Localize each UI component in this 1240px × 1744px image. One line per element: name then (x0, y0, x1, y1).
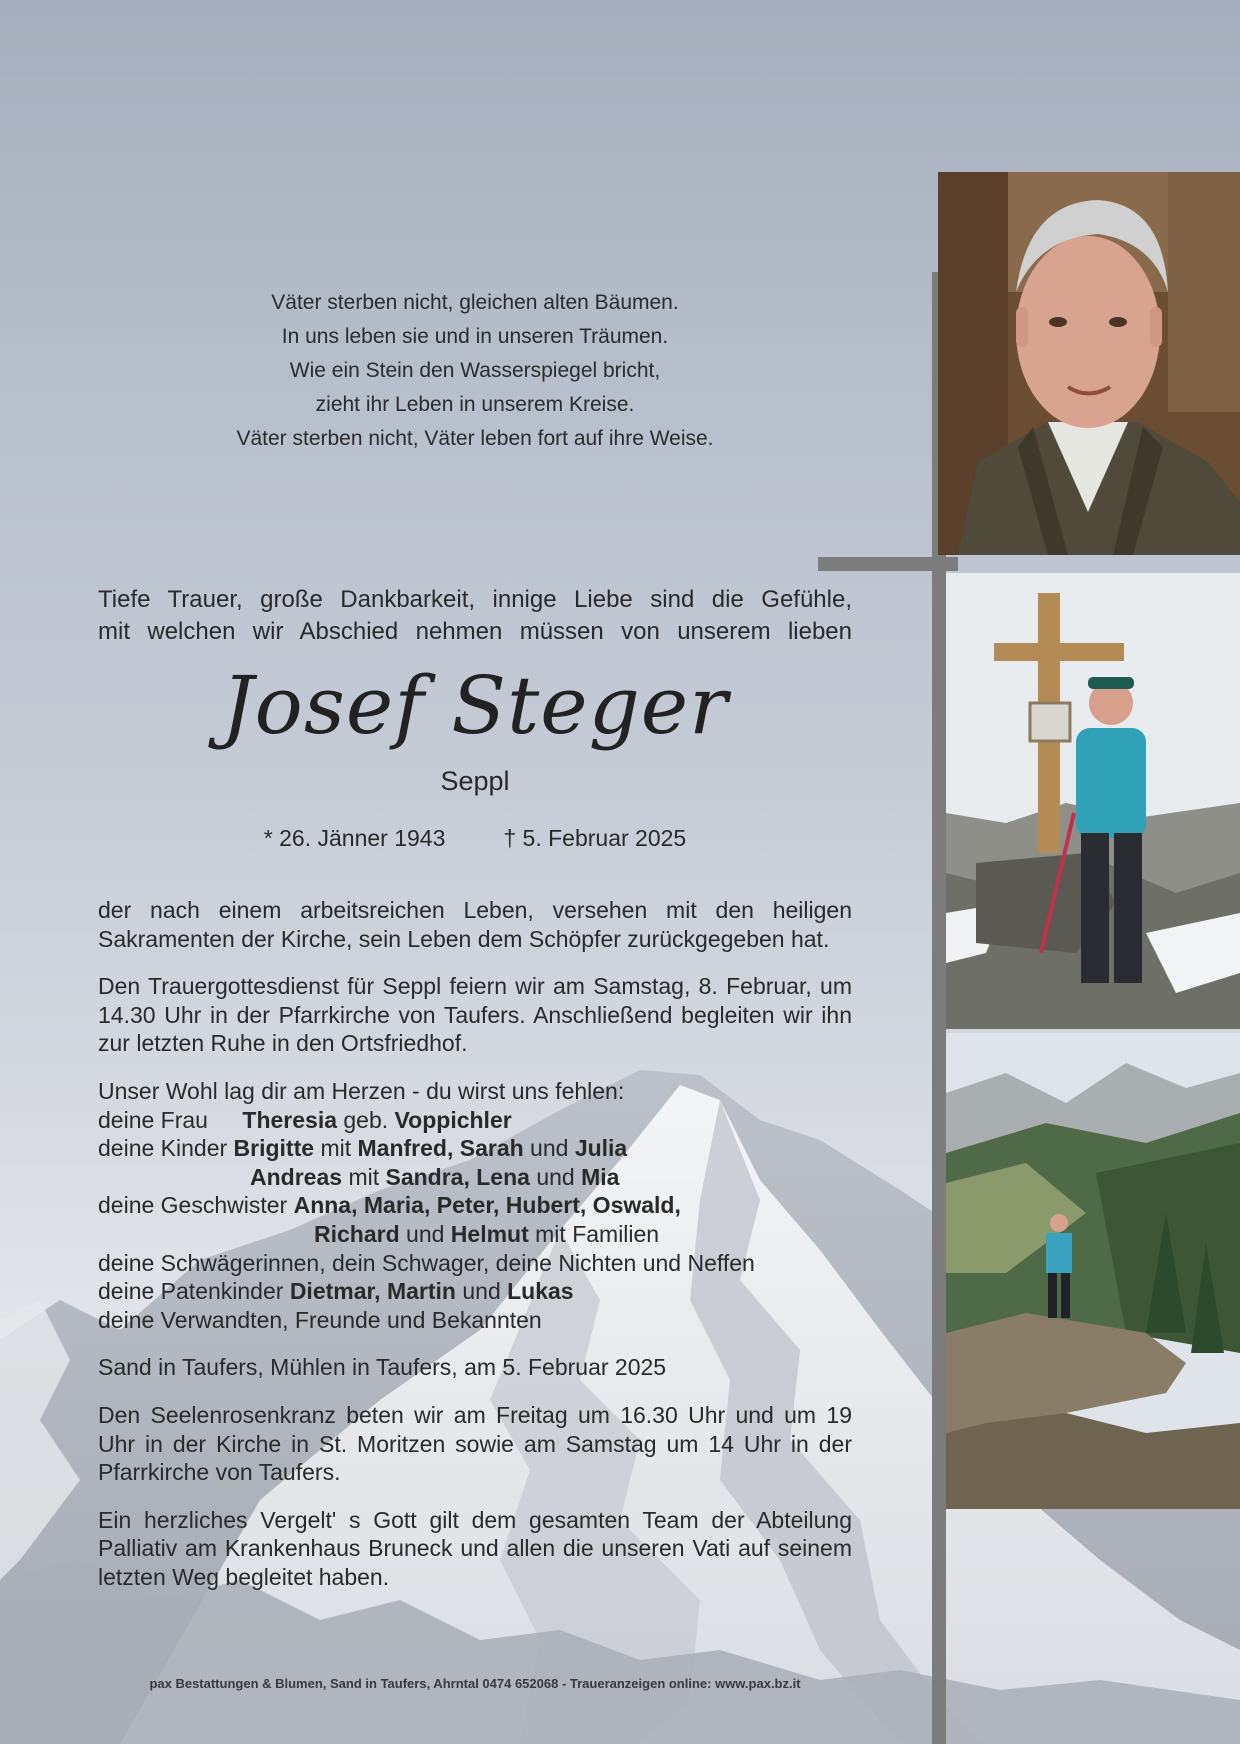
poem (130, 286, 820, 456)
cross-horizontal-bar (818, 557, 958, 571)
family-intro: Unser Wohl lag dir am Herzen - du wirst uns fehlen: (98, 1077, 625, 1104)
sibling-name: Helmut (450, 1220, 529, 1247)
life-dates (98, 822, 852, 854)
summit-cross-image (946, 573, 1240, 1029)
poem-line: Väter sterben nicht, Väter leben fort auf ihre Weise. (236, 427, 714, 450)
paragraph-life: der nach einem arbeitsreichen Leben, versehen mit den heiligen Sakramenten der Kirche, sein Leben dem Schöpfer zurückgegeben hat. (98, 897, 852, 952)
family-children-2 (98, 1163, 852, 1192)
sibling-name: Richard (314, 1220, 400, 1247)
obituary-body (98, 896, 852, 1610)
deceased-nickname: Seppl (440, 766, 510, 796)
wife-name: Theresia (242, 1106, 337, 1133)
wife-label: deine Frau (98, 1106, 208, 1133)
family-children-1 (98, 1134, 852, 1163)
family-inlaws: deine Schwägerinnen, dein Schwager, deine Nichten und Neffen (98, 1249, 755, 1276)
place-date: Sand in Taufers, Mühlen in Taufers, am 5. Februar 2025 (98, 1354, 667, 1381)
godchild-name: Lukas (507, 1278, 574, 1305)
family-godchildren (98, 1277, 852, 1306)
intro-text (98, 584, 852, 648)
siblings-names: Anna, Maria, Peter, Hubert, Oswald, (293, 1192, 681, 1219)
paragraph-thanks: Ein herzliches Vergelt' s Gott gilt dem gesamten Team der Abteilung Palliativ am Krankenhaus Bruneck und allen die unseren Vati auf seinem letzten Weg begleitet haben. (98, 1506, 852, 1590)
family-siblings-2 (98, 1220, 852, 1249)
und-text: und (462, 1278, 501, 1305)
intro-line: Tiefe Trauer, große Dankbarkeit, innige Liebe sind die Gefühle, (98, 586, 852, 613)
family-siblings-1 (98, 1191, 852, 1220)
mit-familien-text: mit Familien (535, 1220, 660, 1247)
children-label: deine Kinder (98, 1135, 228, 1162)
siblings-label: deine Geschwister (98, 1192, 288, 1219)
mit-text: mit (320, 1135, 352, 1162)
birth-date: * 26. Jänner 1943 (263, 825, 446, 851)
grandchild-name: Julia (574, 1135, 628, 1162)
portrait-image (938, 172, 1240, 555)
wife-geb: geb. (343, 1106, 389, 1133)
godchildren-label: deine Patenkinder (98, 1278, 284, 1305)
valley-hike-photo (946, 1033, 1240, 1509)
deceased-name: Josef Steger (221, 659, 729, 752)
paragraph-rosary: Den Seelenrosenkranz beten wir am Freitag um 16.30 Uhr und um 19 Uhr in der Kirche in St. Moritzen sowie am Samstag um 14 Uhr in der Pfarrkirche von Taufers. (98, 1401, 852, 1486)
family-list (98, 1077, 852, 1334)
death-date: † 5. Februar 2025 (503, 825, 687, 851)
poem-line: zieht ihr Leben in unserem Kreise. (315, 393, 635, 416)
child-partner: Sandra, Lena (385, 1163, 530, 1190)
und-text: und (406, 1220, 445, 1247)
child-partner: Manfred, Sarah (357, 1135, 524, 1162)
grandchild-name: Mia (581, 1163, 620, 1190)
family-wife (98, 1106, 852, 1135)
mit-text: mit (348, 1163, 380, 1190)
poem-line: In uns leben sie und in unseren Träumen. (281, 325, 669, 348)
und-text: und (530, 1135, 569, 1162)
portrait-photo (938, 172, 1240, 555)
poem-line: Wie ein Stein den Wasserspiegel bricht, (289, 359, 661, 382)
wife-maiden: Voppichler (394, 1106, 512, 1133)
child-name: Andreas (250, 1163, 343, 1190)
family-relatives: deine Verwandten, Freunde und Bekannten (98, 1306, 542, 1333)
valley-hike-image (946, 1033, 1240, 1509)
poem-line: Väter sterben nicht, gleichen alten Bäumen. (271, 291, 679, 314)
und-text: und (536, 1163, 575, 1190)
footer-imprint: pax Bestattungen & Blumen, Sand in Taufers, Ahrntal 0474 652068 - Traueranzeigen online: www.pax.bz.it (149, 1676, 801, 1691)
intro-line: mit welchen wir Abschied nehmen müssen von unserem lieben (98, 618, 852, 645)
child-name: Brigitte (233, 1135, 315, 1162)
paragraph-funeral: Den Trauergottesdienst für Seppl feiern wir am Samstag, 8. Februar, um 14.30 Uhr in der Pfarrkirche von Taufers. Anschließend begleiten wir ihn zur letzten Ruhe in den Ortsfriedhof. (98, 973, 852, 1057)
summit-cross-photo (946, 573, 1240, 1029)
godchildren-names: Dietmar, Martin (289, 1278, 456, 1305)
